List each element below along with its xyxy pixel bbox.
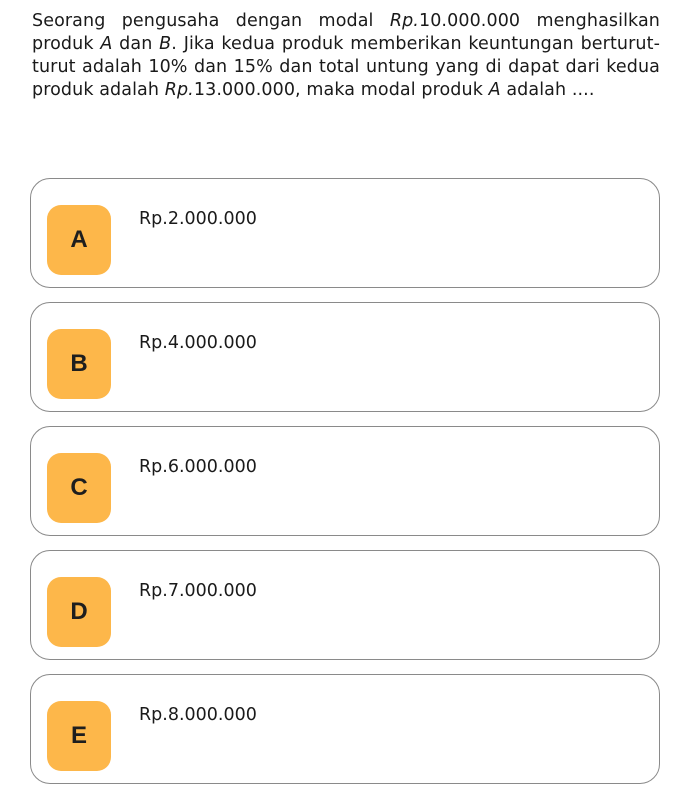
option-a[interactable] <box>30 178 660 288</box>
option-b[interactable] <box>30 302 660 412</box>
question-part: adalah .... <box>500 80 595 100</box>
option-d[interactable] <box>30 550 660 660</box>
option-letter-badge: A <box>47 205 111 275</box>
option-c[interactable] <box>30 426 660 536</box>
option-letter-badge: B <box>47 329 111 399</box>
question-part: dan <box>112 34 160 54</box>
option-text: Rp.8.000.000 <box>139 705 257 725</box>
option-text: Rp.7.000.000 <box>139 581 257 601</box>
product-a-label: A <box>488 80 501 100</box>
product-b-label: B <box>159 34 172 54</box>
option-text: Rp.6.000.000 <box>139 457 257 477</box>
option-letter-badge: C <box>47 453 111 523</box>
product-a-label: A <box>100 34 113 54</box>
option-text: Rp.4.000.000 <box>139 333 257 353</box>
question-part: 10.000.000 menghasilkan produk <box>32 11 660 54</box>
option-letter-badge: E <box>47 701 111 771</box>
option-text: Rp.2.000.000 <box>139 209 257 229</box>
currency-prefix: Rp. <box>164 80 194 100</box>
question-part: . Jika kedua produk memberikan keuntungan berturut-turut adalah 10% dan 15% dan total untung yang di dapat dari kedua produk adalah <box>32 34 660 100</box>
currency-prefix: Rp. <box>389 11 419 31</box>
question-part: 13.000.000, maka modal produk <box>193 80 489 100</box>
question-part: Seorang pengusaha dengan modal <box>32 11 390 31</box>
option-letter-badge: D <box>47 577 111 647</box>
option-e[interactable] <box>30 674 660 784</box>
